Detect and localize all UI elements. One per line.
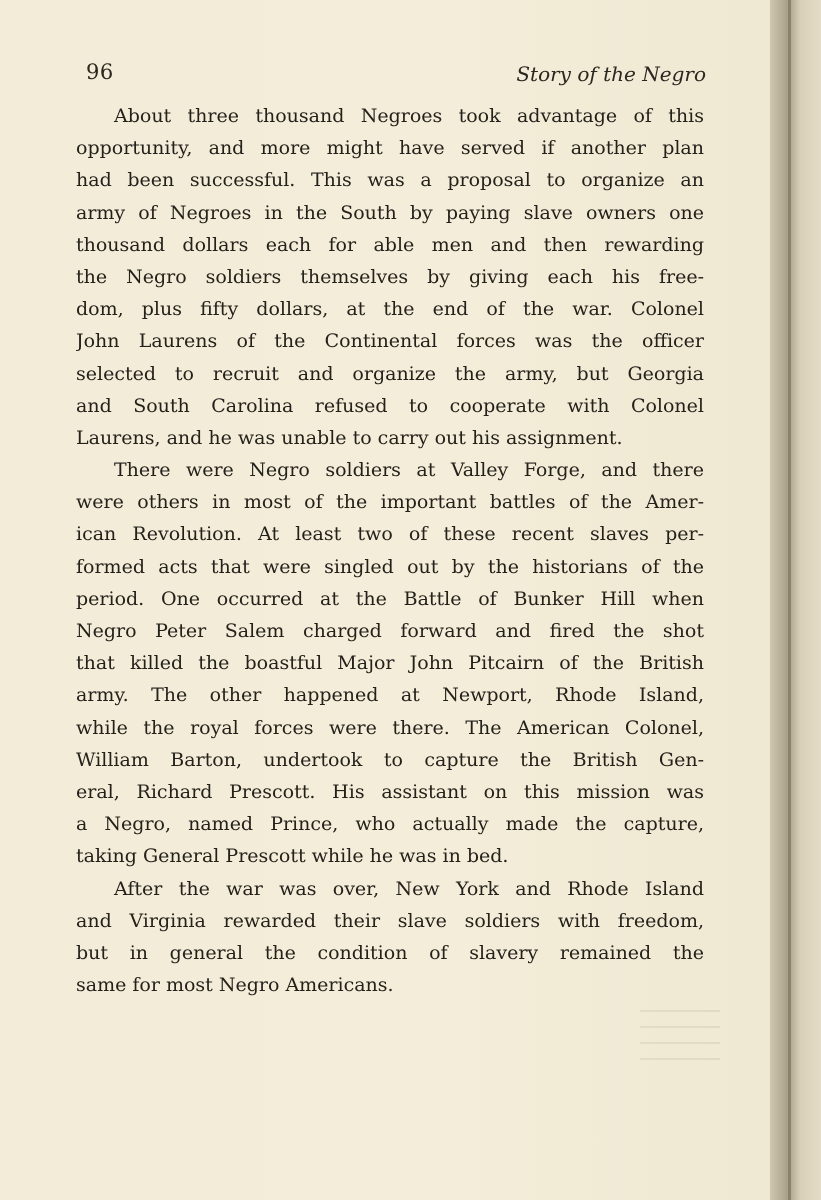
body-text (76, 100, 704, 1001)
text-line: There were Negro soldiers at Valley Forge, and there (114, 459, 704, 482)
paragraph (76, 454, 704, 872)
page-header (86, 60, 706, 96)
page-number: 96 (86, 60, 114, 84)
text-line: ican Revolution. At least two of these recent slaves per- (76, 523, 704, 546)
text-line: and Virginia rewarded their slave soldiers with freedom, (76, 909, 704, 932)
paragraph (76, 873, 704, 1002)
text-line: that killed the boastful Major John Pitcairn of the British (76, 652, 704, 675)
text-line: opportunity, and more might have served if another plan (76, 137, 704, 160)
text-line: taking General Prescott while he was in bed. (76, 845, 509, 868)
running-head: Story of the Negro (516, 62, 706, 86)
text-line: John Laurens of the Continental forces was the officer (76, 330, 704, 353)
text-line: but in general the condition of slavery remained the (76, 941, 704, 964)
text-line: Laurens, and he was unable to carry out his assignment. (76, 426, 623, 449)
text-line: same for most Negro Americans. (76, 974, 394, 997)
text-line: dom, plus fifty dollars, at the end of the war. Colonel (76, 298, 704, 321)
text-line: army. The other happened at Newport, Rhode Island, (76, 684, 704, 707)
text-line: eral, Richard Prescott. His assistant on this mission was (76, 780, 704, 803)
text-line: Negro Peter Salem charged forward and fired the shot (76, 620, 704, 642)
show-through-text (640, 1010, 720, 1070)
text-line: had been successful. This was a proposal to organize an (76, 169, 704, 192)
text-line: After the war was over, New York and Rhode Island (114, 877, 704, 900)
text-line: a Negro, named Prince, who actually made the capture, (76, 813, 704, 836)
text-line: the Negro soldiers themselves by giving each his free- (76, 265, 704, 288)
text-line: thousand dollars each for able men and then rewarding (76, 233, 704, 256)
text-line: selected to recruit and organize the army, but Georgia (76, 362, 704, 385)
text-line: and South Carolina refused to cooperate with Colonel (76, 394, 704, 417)
text-line: army of Negroes in the South by paying slave owners one (76, 201, 704, 224)
text-line: William Barton, undertook to capture the British Gen- (76, 748, 704, 771)
text-line: were others in most of the important battles of the Amer- (76, 491, 704, 514)
gutter-shadow (788, 0, 791, 1200)
text-line: About three thousand Negroes took advantage of this (114, 105, 704, 127)
page-gutter (770, 0, 821, 1200)
text-line: while the royal forces were there. The American Colonel, (76, 716, 704, 739)
paragraph (76, 100, 704, 454)
text-line: formed acts that were singled out by the historians of the (76, 555, 704, 578)
text-line: period. One occurred at the Battle of Bunker Hill when (76, 587, 704, 610)
